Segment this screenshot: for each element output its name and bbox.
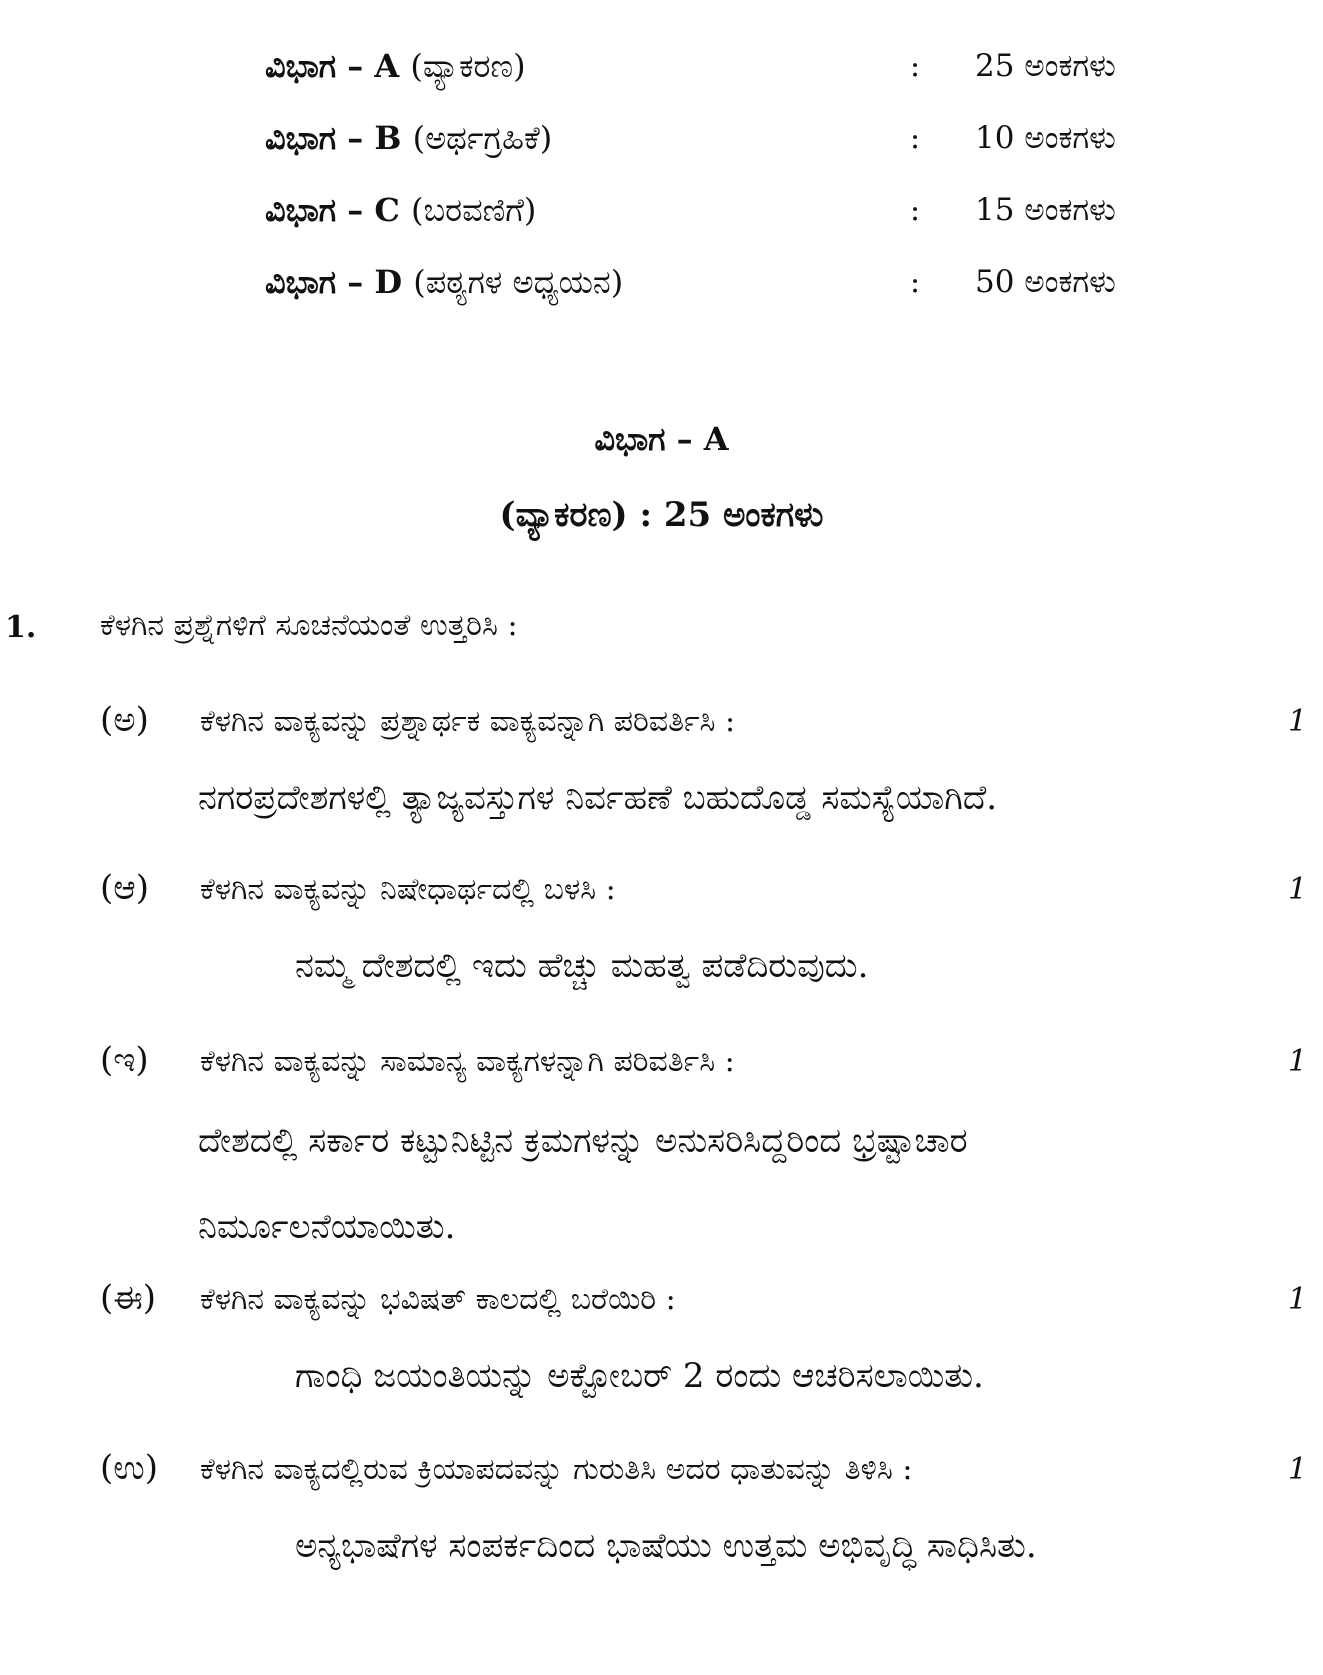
summary-section: ವಿಭಾಗ – A bbox=[265, 46, 400, 85]
summary-section: ವಿಭಾಗ – C bbox=[265, 190, 400, 229]
section-summary-table bbox=[265, 30, 1165, 318]
summary-section: ವಿಭಾಗ – B bbox=[265, 118, 402, 157]
question-number: 1. bbox=[5, 610, 37, 645]
sub-question-sentence: ಅನ್ಯಭಾಷೆಗಳ ಸಂಪರ್ಕದಿಂದ ಭಾಷೆಯು ಉತ್ತಮ ಅಭಿವೃದ್ಧಿ ಸಾಧಿಸಿತು. bbox=[295, 1526, 1037, 1566]
sub-question-label: (ಉ) bbox=[100, 1448, 159, 1488]
summary-desc: (ಪಠ್ಯಗಳ ಅಧ್ಯಯನ) bbox=[413, 262, 624, 301]
summary-marks: 15 ಅಂಕಗಳು bbox=[975, 191, 1116, 228]
sub-question-label: (ಈ) bbox=[100, 1278, 157, 1318]
summary-colon: : bbox=[910, 48, 921, 84]
sub-question-mark: 1 bbox=[1288, 872, 1308, 907]
section-subtitle: (ವ್ಯಾಕರಣ) : 25 ಅಂಕಗಳು bbox=[499, 495, 824, 535]
sub-question-instruction: ಕೆಳಗಿನ ವಾಕ್ಯವನ್ನು ಭವಿಷತ್ ಕಾಲದಲ್ಲಿ ಬರೆಯಿರಿ : bbox=[200, 1282, 676, 1317]
sub-question-instruction: ಕೆಳಗಿನ ವಾಕ್ಯವನ್ನು ಸಾಮಾನ್ಯ ವಾಕ್ಯಗಳನ್ನಾಗಿ ಪರಿವರ್ತಿಸಿ : bbox=[200, 1044, 735, 1079]
sub-question-mark: 1 bbox=[1288, 704, 1308, 739]
sub-question-sentence: ದೇಶದಲ್ಲಿ ಸರ್ಕಾರ ಕಟ್ಟುನಿಟ್ಟಿನ ಕ್ರಮಗಳನ್ನು ಅನುಸರಿಸಿದ್ದರಿಂದ ಭ್ರಷ್ಟಾಚಾರ ನಿರ್ಮೂಲನೆಯಾಯಿತು. bbox=[198, 1121, 968, 1247]
summary-section: ವಿಭಾಗ – D bbox=[265, 262, 403, 301]
sub-question-label: (ಇ) bbox=[100, 1040, 149, 1080]
sub-question-instruction: ಕೆಳಗಿನ ವಾಕ್ಯದಲ್ಲಿರುವ ಕ್ರಿಯಾಪದವನ್ನು ಗುರುತಿಸಿ ಅದರ ಧಾತುವನ್ನು ತಿಳಿಸಿ : bbox=[200, 1452, 913, 1487]
sub-question-mark: 1 bbox=[1288, 1044, 1308, 1079]
summary-desc: (ಬರವಣಿಗೆ) bbox=[411, 190, 537, 229]
summary-desc: (ಅರ್ಥಗ್ರಹಿಕೆ) bbox=[412, 118, 553, 157]
summary-marks: 50 ಅಂಕಗಳು bbox=[975, 263, 1116, 300]
summary-colon: : bbox=[910, 192, 921, 228]
summary-row bbox=[265, 102, 1165, 174]
cut-off-top-text bbox=[0, 0, 1323, 14]
summary-row bbox=[265, 174, 1165, 246]
summary-colon: : bbox=[910, 120, 921, 156]
sub-question-mark: 1 bbox=[1288, 1282, 1308, 1317]
summary-desc: (ವ್ಯಾಕರಣ) bbox=[410, 46, 526, 85]
summary-row bbox=[265, 246, 1165, 318]
question-stem: ಕೆಳಗಿನ ಪ್ರಶ್ನೆಗಳಿಗೆ ಸೂಚನೆಯಂತೆ ಉತ್ತರಿಸಿ : bbox=[100, 608, 518, 643]
sub-question-mark: 1 bbox=[1288, 1452, 1308, 1487]
sub-question-sentence: ಗಾಂಧಿ ಜಯಂತಿಯನ್ನು ಅಕ್ಟೋಬರ್ 2 ರಂದು ಆಚರಿಸಲಾಯಿತು. bbox=[295, 1356, 984, 1396]
section-title: ವಿಭಾಗ – A bbox=[594, 420, 729, 458]
sub-question-sentence: ನಗರಪ್ರದೇಶಗಳಲ್ಲಿ ತ್ಯಾಜ್ಯವಸ್ತುಗಳ ನಿರ್ವಹಣೆ ಬಹುದೊಡ್ಡ ಸಮಸ್ಯೆಯಾಗಿದೆ. bbox=[198, 778, 998, 818]
summary-marks: 25 ಅಂಕಗಳು bbox=[975, 47, 1116, 84]
sub-question-label: (ಅ) bbox=[100, 700, 149, 740]
summary-marks: 10 ಅಂಕಗಳು bbox=[975, 119, 1116, 156]
sub-question-label: (ಆ) bbox=[100, 868, 149, 908]
sub-question-instruction: ಕೆಳಗಿನ ವಾಕ್ಯವನ್ನು ನಿಷೇಧಾರ್ಥದಲ್ಲಿ ಬಳಸಿ : bbox=[200, 872, 616, 907]
summary-colon: : bbox=[910, 264, 921, 300]
sub-question-sentence: ನಮ್ಮ ದೇಶದಲ್ಲಿ ಇದು ಹೆಚ್ಚು ಮಹತ್ವ ಪಡೆದಿರುವುದು. bbox=[295, 946, 869, 986]
sub-question-instruction: ಕೆಳಗಿನ ವಾಕ್ಯವನ್ನು ಪ್ರಶ್ನಾರ್ಥಕ ವಾಕ್ಯವನ್ನಾಗಿ ಪರಿವರ್ತಿಸಿ : bbox=[200, 704, 736, 739]
summary-row bbox=[265, 30, 1165, 102]
